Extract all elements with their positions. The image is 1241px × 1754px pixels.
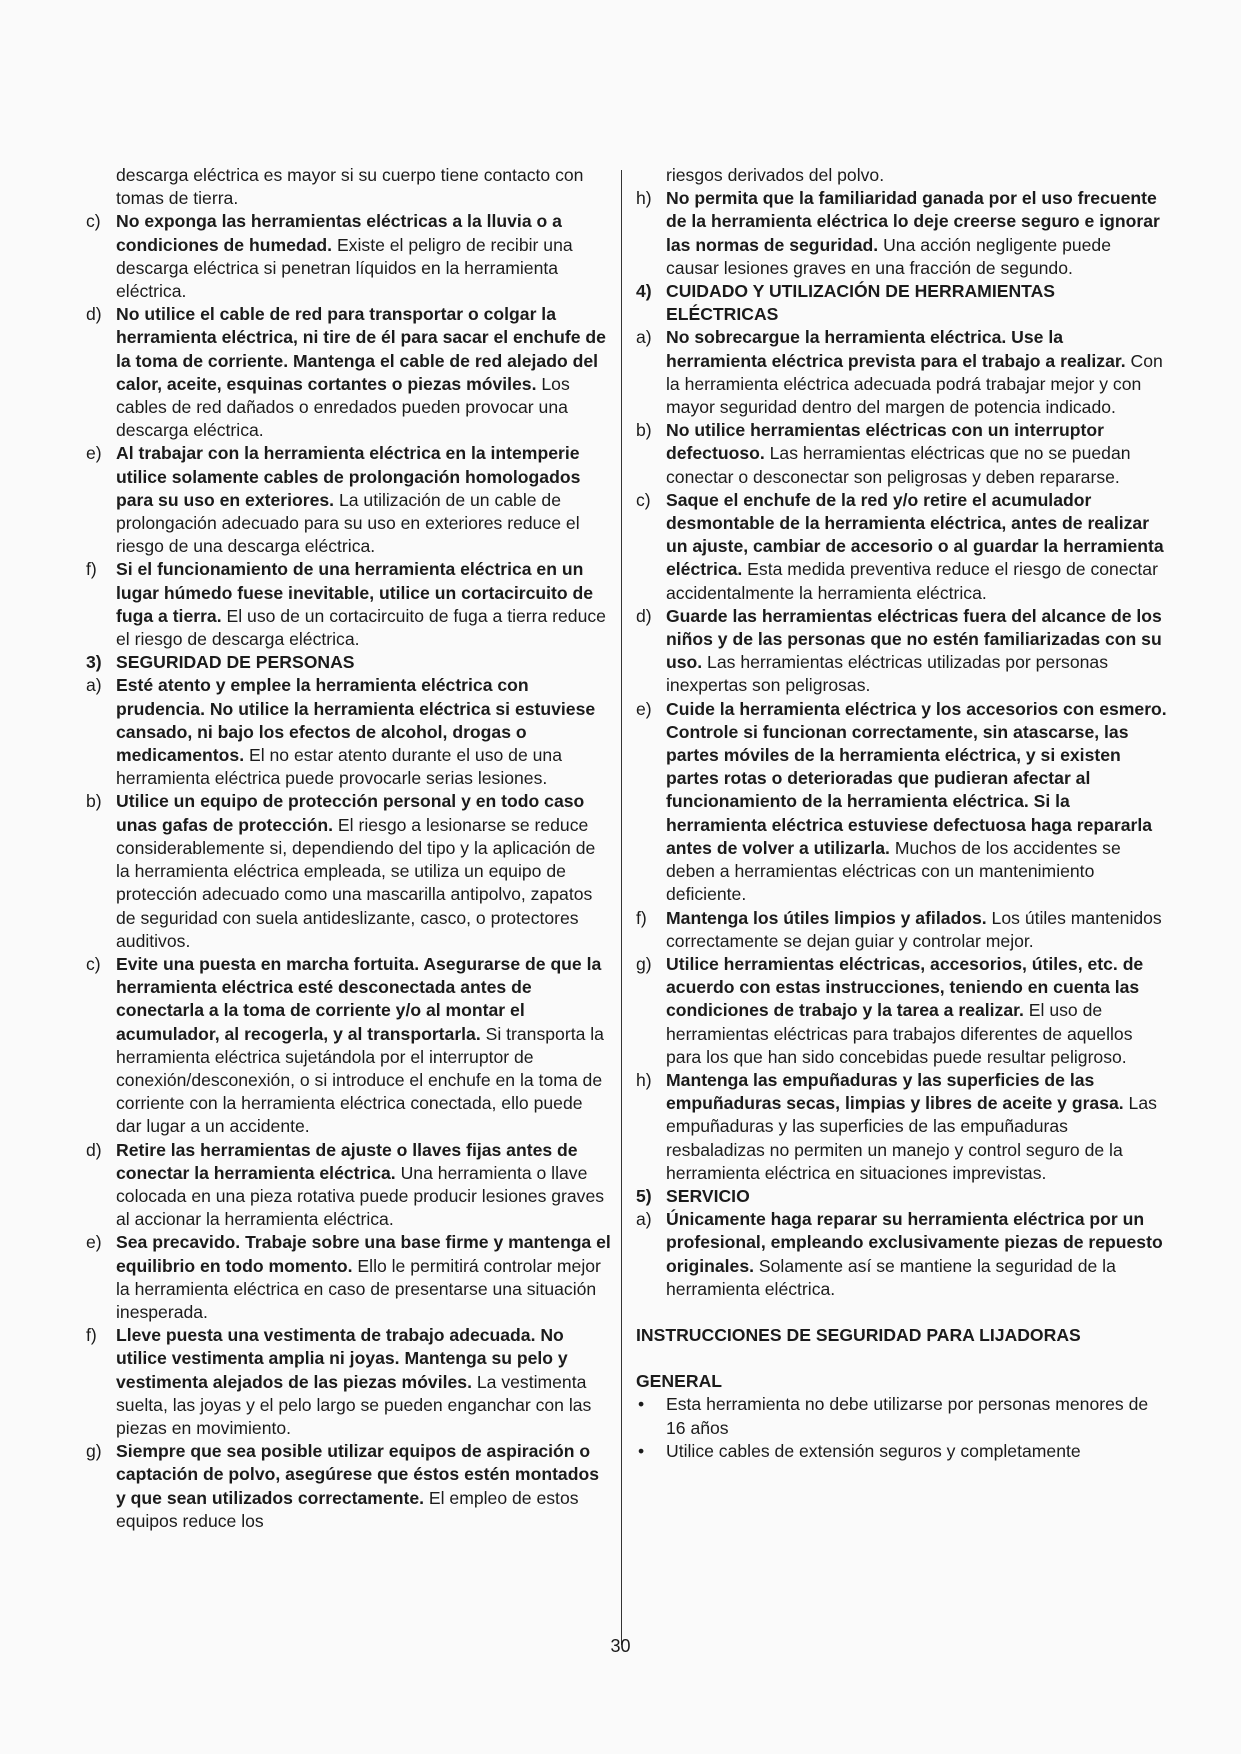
list-item: e) Sea precavido. Trabaje sobre una base firme y mantenga el equilibrio en todo momento. Ello le permitirá controlar mejor la herramienta eléctrica en caso de presentarse una situación inesperada. <box>86 1232 611 1322</box>
list-item: f) Lleve puesta una vestimenta de trabajo adecuada. No utilice vestimenta amplia ni joyas. Mantenga su pelo y vestimenta alejados de las piezas móviles. La vestimenta suelta, las joyas y el pelo largo se pueden enganchar con las piezas en movimiento. <box>86 1325 592 1438</box>
continued-text: descarga eléctrica es mayor si su cuerpo tiene contacto con tomas de tierra. <box>116 165 584 209</box>
list-item: a) Únicamente haga reparar su herramienta eléctrica por un profesional, empleando exclusivamente piezas de repuesto originales. Solamente así se mantiene la seguridad de la herramienta eléctrica. <box>636 1209 1163 1299</box>
column-divider <box>621 170 622 1645</box>
list-item: b) Utilice un equipo de protección personal y en todo caso unas gafas de protección. El riesgo a lesionarse se reduce considerablemente si, dependiendo del tipo y la aplicación de la herramienta eléctrica empleada, se utiliza un equipo de protección adecuado como una mascarilla antipolvo, zapatos de seguridad con suela antideslizante, casco, o protectores auditivos. <box>86 791 596 951</box>
list-item: c) No exponga las herramientas eléctricas a la lluvia o a condiciones de humedad. Existe el peligro de recibir una descarga eléctrica si penetran líquidos en la herramienta eléctrica. <box>86 211 573 302</box>
section-heading-service: 5) SERVICIO <box>636 1185 750 1206</box>
list-item: c) Evite una puesta en marcha fortuita. Asegurarse de que la herramienta eléctrica esté desconectada antes de conectarla a la toma de corriente y/o al montar el acumulador, al recogerla, y al transportarla. Si transporta la herramienta eléctrica sujetándola por el interruptor de conexión/desconexión, o si introduce el enchufe en la toma de corriente con la herramienta eléctrica conectada, ello puede dar lugar a un accidente. <box>86 953 604 1137</box>
left-column <box>82 164 612 1533</box>
list-item: a) Esté atento y emplee la herramienta eléctrica con prudencia. No utilice la herramienta eléctrica si estuviese cansado, ni bajo los efectos de alcohol, drogas o medicamentos. El no estar atento durante el uso de una herramienta eléctrica puede provocarle serias lesiones. <box>86 675 596 789</box>
section-heading-tool-care: 4) CUIDADO Y UTILIZACIÓN DE HERRAMIENTAS ELÉCTRICAS <box>636 281 1056 325</box>
right-column <box>632 164 1167 1463</box>
list-item: h) No permita que la familiaridad ganada por el uso frecuente de la herramienta eléctrica lo deje creerse seguro e ignorar las normas de seguridad. Una acción negligente puede causar lesiones graves en una fracción de segundo. <box>636 188 1160 278</box>
list-item: e) Al trabajar con la herramienta eléctrica en la intemperie utilice solamente cables de prolongación homologados para su uso en exteriores. La utilización de un cable de prolongación adecuado para su uso en exteriores reduce el riesgo de una descarga eléctrica. <box>86 443 581 557</box>
list-item: b) No utilice herramientas eléctricas con un interruptor defectuoso. Las herramientas eléctricas que no se puedan conectar o desconectar son peligrosas y deben repararse. <box>636 420 1131 487</box>
list-item: e) Cuide la herramienta eléctrica y los accesorios con esmero. Controle si funcionan correctamente, sin atascarse, las partes móviles de la herramienta eléctrica, y si existen partes rotas o deterioradas que pudieran afectar al funcionamiento de la herramienta eléctrica. Si la herramienta eléctrica estuviese defectuosa haga repararla antes de volver a utilizarla. Muchos de los accidentes se deben a herramientas eléctricas con un mantenimiento deficiente. <box>636 698 1167 905</box>
sanders-safety-title: INSTRUCCIONES DE SEGURIDAD PARA LIJADORAS <box>636 1324 1081 1345</box>
list-item: a) No sobrecargue la herramienta eléctrica. Use la herramienta eléctrica prevista para el trabajo a realizar. Con la herramienta eléctrica adecuada podrá trabajar mejor y con mayor seguridad dentro del margen de potencia indicado. <box>636 327 1163 418</box>
list-item: f) Si el funcionamiento de una herramienta eléctrica en un lugar húmedo fuese inevitable, utilice un cortacircuito de fuga a tierra. El uso de un cortacircuito de fuga a tierra reduce el riesgo de descarga eléctrica. <box>86 559 606 650</box>
list-item: h) Mantenga las empuñaduras y las superficies de las empuñaduras secas, limpias y libres de aceite y grasa. Las empuñaduras y las superficies de las empuñaduras resbaladizas no permiten un manejo y control seguro de la herramienta eléctrica en situaciones imprevistas. <box>636 1069 1157 1183</box>
list-item: d) Guarde las herramientas eléctricas fuera del alcance de los niños y de las personas que no estén familiarizadas con su uso. Las herramientas eléctricas utilizadas por personas inexpertas son peligrosas. <box>636 605 1162 696</box>
list-item: g) Siempre que sea posible utilizar equipos de aspiración o captación de polvo, asegúrese que éstos estén montados y que sean utilizados correctamente. El empleo de estos equipos reduce los <box>86 1441 599 1531</box>
list-item: g) Utilice herramientas eléctricas, accesorios, útiles, etc. de acuerdo con estas instrucciones, teniendo en cuenta las condiciones de trabajo y la tarea a realizar. El uso de herramientas eléctricas para trabajos diferentes de aquellos para los que han sido concebidas puede resultar peligroso. <box>636 953 1144 1067</box>
list-item: c) Saque el enchufe de la red y/o retire el acumulador desmontable de la herramienta eléctrica, antes de realizar un ajuste, cambiar de accesorio o al guardar la herramienta eléctrica. Esta medida preventiva reduce el riesgo de conectar accidentalmente la herramienta eléctrica. <box>636 489 1164 603</box>
bullet-icon: • <box>638 1394 645 1415</box>
bullet-icon: • <box>638 1440 645 1461</box>
section-heading-personal-safety: 3) SEGURIDAD DE PERSONAS <box>86 652 355 673</box>
general-title: GENERAL <box>636 1371 723 1392</box>
list-item: d) No utilice el cable de red para transportar o colgar la herramienta eléctrica, ni tire de él para sacar el enchufe de la toma de corriente. Mantenga el cable de red alejado del calor, aceite, esquinas cortantes o piezas móviles. Los cables de red dañados o enredados pueden provocar una descarga eléctrica. <box>86 304 606 441</box>
list-item: d) Retire las herramientas de ajuste o llaves fijas antes de conectar la herramienta eléctrica. Una herramienta o llave colocada en una pieza rotativa puede producir lesiones graves al accionar la herramienta eléctrica. <box>86 1139 605 1230</box>
list-item: f) Mantenga los útiles limpios y afilados. Los útiles mantenidos correctamente se dejan guiar y controlar mejor. <box>636 907 1162 951</box>
bullet-item: • Utilice cables de extensión seguros y completamente <box>632 1440 1167 1463</box>
bullet-item: • Esta herramienta no debe utilizarse por personas menores de 16 años <box>638 1394 1149 1438</box>
continued-text: riesgos derivados del polvo. <box>666 165 885 185</box>
page-number: 30 <box>610 1636 631 1656</box>
